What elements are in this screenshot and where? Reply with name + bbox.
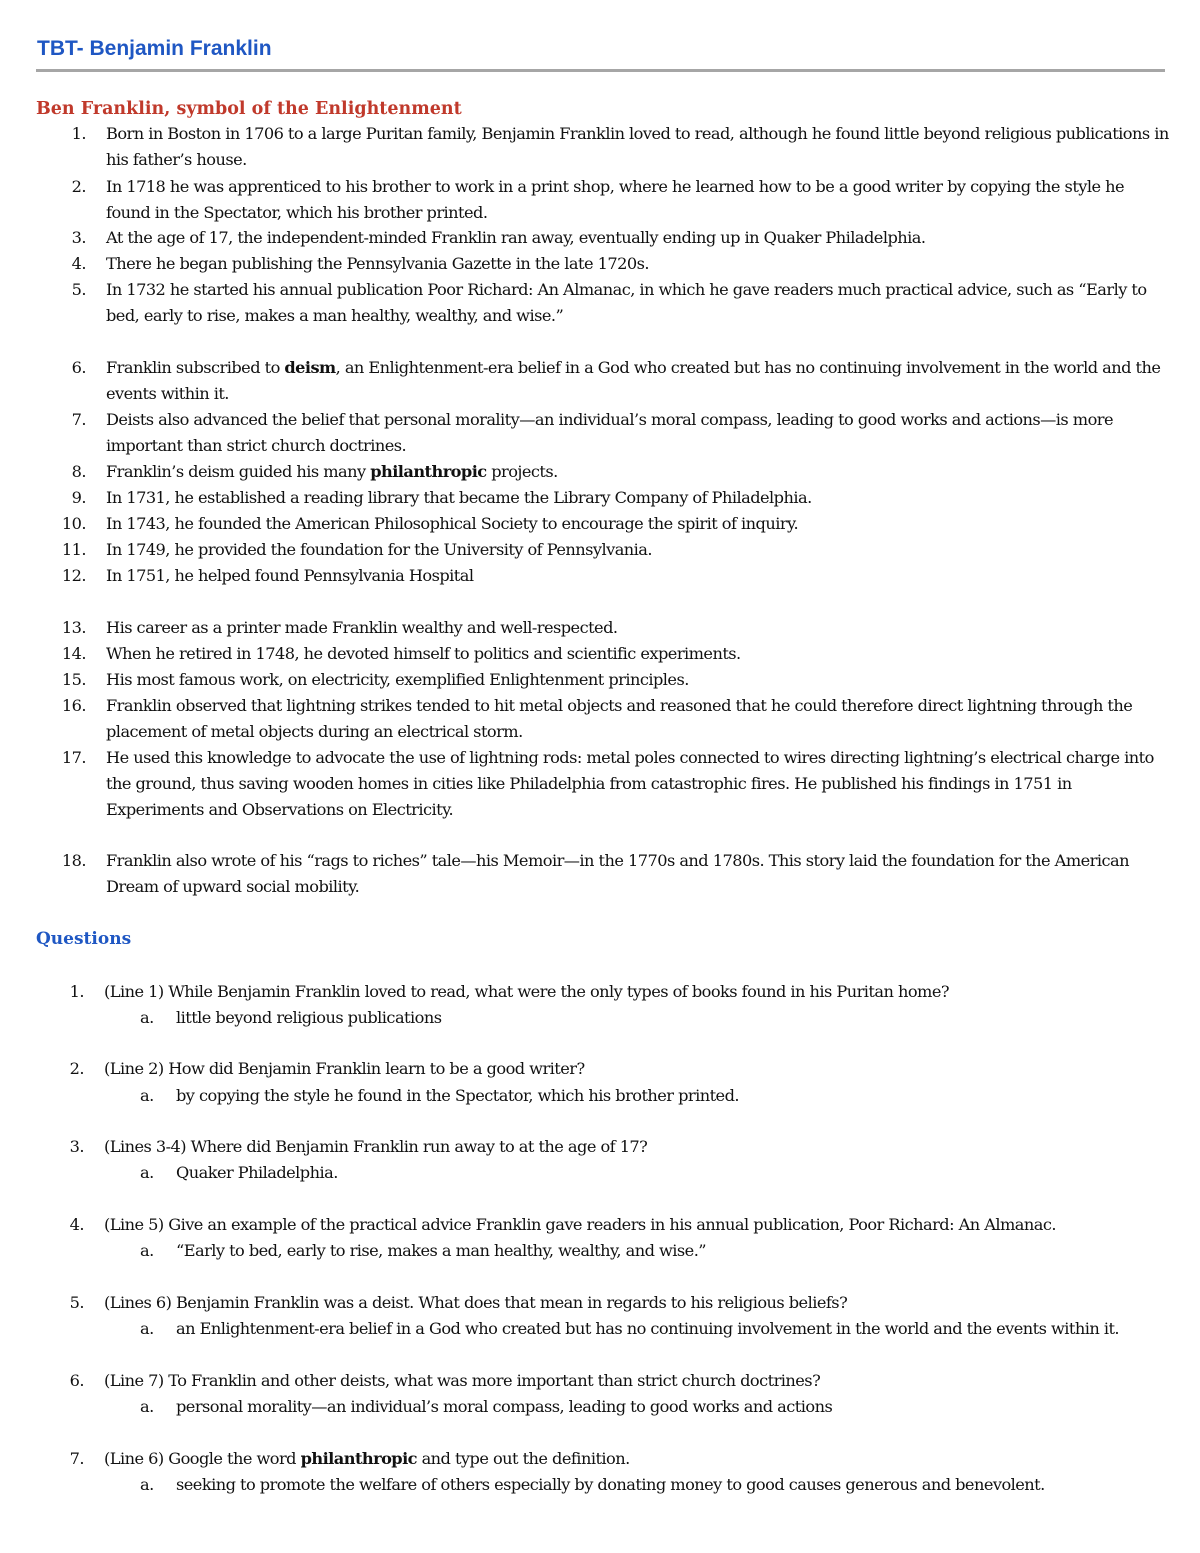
item-number: 18. xyxy=(61,851,86,870)
item-text: Franklin’s deism guided his many philanthropic projects. xyxy=(106,462,558,481)
item-text: In 1751, he helped found Pennsylvania Hospital xyxy=(106,566,474,585)
item-text: In 1749, he provided the foundation for the University of Pennsylvania. xyxy=(106,540,652,559)
section-heading: Ben Franklin, symbol of the Enlightenment xyxy=(36,99,462,119)
questions-heading: Questions xyxy=(36,929,132,949)
item-text: In 1732 he started his annual publication Poor Richard: An Almanac, in which he gave readers much practical advice, such as “Early to bed, early to rise, makes a man healthy, wealthy, and wise.” xyxy=(106,280,1147,325)
question-text: (Lines 6) Benjamin Franklin was a deist. What does that mean in regards to his religious beliefs? xyxy=(104,1293,848,1312)
item-text: He used this knowledge to advocate the use of lightning rods: metal poles connected to wires directing lightning’s electrical charge into the ground, thus saving wooden homes in cities like Philadelphia from catastrophic fires. He published his findings in 1751 in Experiments and Observations on Electricity. xyxy=(106,748,1154,819)
item-number: 8. xyxy=(71,462,86,481)
answer-label: a. xyxy=(140,1241,154,1260)
item-text: Franklin observed that lightning strikes tended to hit metal objects and reasoned that he could therefore direct lightning through the placement of metal objects during an electrical storm. xyxy=(106,696,1133,741)
question-number: 2. xyxy=(69,1059,84,1078)
item-number: 11. xyxy=(61,540,86,559)
question-number: 6. xyxy=(69,1371,84,1390)
term-deism: deism xyxy=(284,358,336,377)
question-text: (Line 5) Give an example of the practical advice Franklin gave readers in his annual publication, Poor Richard: An Almanac. xyxy=(104,1215,1056,1234)
item-number: 3. xyxy=(71,228,86,247)
question-number: 7. xyxy=(69,1449,84,1468)
item-text: There he began publishing the Pennsylvania Gazette in the late 1720s. xyxy=(106,254,649,273)
item-number: 13. xyxy=(61,618,86,637)
document-title: TBT- Benjamin Franklin xyxy=(37,37,272,60)
item-number: 12. xyxy=(61,566,86,585)
answer-text: an Enlightenment-era belief in a God who created but has no continuing involvement in the world and the events within it. xyxy=(176,1319,1120,1338)
item-number: 2. xyxy=(71,177,86,196)
answer-text: seeking to promote the welfare of others especially by donating money to good causes generous and benevolent. xyxy=(176,1475,1045,1494)
item-text: His most famous work, on electricity, exemplified Enlightenment principles. xyxy=(106,670,689,689)
item-number: 17. xyxy=(61,748,86,767)
item-text: Deists also advanced the belief that personal morality—an individual’s moral compass, leading to good works and actions—is more important than strict church doctrines. xyxy=(106,410,1113,455)
item-number: 15. xyxy=(61,670,86,689)
item-number: 9. xyxy=(71,488,86,507)
answer-label: a. xyxy=(140,1086,154,1105)
term-philanthropic: philanthropic xyxy=(300,1449,417,1468)
item-number: 4. xyxy=(71,254,86,273)
item-number: 10. xyxy=(61,514,86,533)
item-text: In 1731, he established a reading library that became the Library Company of Philadelphia. xyxy=(106,488,812,507)
question-text: (Line 2) How did Benjamin Franklin learn to be a good writer? xyxy=(104,1059,585,1078)
answer-label: a. xyxy=(140,1475,154,1494)
item-text: In 1743, he founded the American Philosophical Society to encourage the spirit of inquiry. xyxy=(106,514,799,533)
item-number: 7. xyxy=(71,410,86,429)
item-number: 6. xyxy=(71,358,86,377)
term-philanthropic: philanthropic xyxy=(370,462,487,481)
item-text: Franklin subscribed to deism, an Enlightenment-era belief in a God who created but has no continuing involvement in the world and the events within it. xyxy=(106,358,1161,403)
question-number: 4. xyxy=(69,1215,84,1234)
answer-label: a. xyxy=(140,1319,154,1338)
item-text: When he retired in 1748, he devoted himself to politics and scientific experiments. xyxy=(106,644,741,663)
item-number: 1. xyxy=(71,124,86,143)
answer-text: by copying the style he found in the Spectator, which his brother printed. xyxy=(176,1086,739,1105)
answer-text: “Early to bed, early to rise, makes a man healthy, wealthy, and wise.” xyxy=(176,1241,707,1260)
answer-label: a. xyxy=(140,1163,154,1182)
answer-text: little beyond religious publications xyxy=(176,1008,442,1027)
item-text: Franklin also wrote of his “rags to riches” tale—his Memoir—in the 1770s and 1780s. This story laid the foundation for the American Dream of upward social mobility. xyxy=(106,851,1129,896)
title-divider xyxy=(36,69,1165,72)
question-text: (Lines 3-4) Where did Benjamin Franklin run away to at the age of 17? xyxy=(104,1137,648,1156)
question-text: (Line 7) To Franklin and other deists, what was more important than strict church doctrines? xyxy=(104,1371,821,1390)
answer-text: personal morality—an individual’s moral compass, leading to good works and actions xyxy=(176,1397,833,1416)
answer-label: a. xyxy=(140,1008,154,1027)
item-number: 5. xyxy=(71,280,86,299)
item-text: His career as a printer made Franklin wealthy and well-respected. xyxy=(106,618,618,637)
question-text: (Line 6) Google the word philanthropic and type out the definition. xyxy=(104,1449,630,1468)
answer-label: a. xyxy=(140,1397,154,1416)
question-number: 3. xyxy=(69,1137,84,1156)
item-text: At the age of 17, the independent-minded Franklin ran away, eventually ending up in Quaker Philadelphia. xyxy=(106,228,926,247)
item-number: 14. xyxy=(61,644,86,663)
item-number: 16. xyxy=(61,696,86,715)
answer-text: Quaker Philadelphia. xyxy=(176,1163,338,1182)
question-number: 5. xyxy=(69,1293,84,1312)
question-text: (Line 1) While Benjamin Franklin loved to read, what were the only types of books found in his Puritan home? xyxy=(104,982,949,1001)
item-text: In 1718 he was apprenticed to his brother to work in a print shop, where he learned how to be a good writer by copying the style he found in the Spectator, which his brother printed. xyxy=(106,177,1125,222)
question-number: 1. xyxy=(69,982,84,1001)
item-text: Born in Boston in 1706 to a large Puritan family, Benjamin Franklin loved to read, although he found little beyond religious publications in his father’s house. xyxy=(106,124,1169,169)
